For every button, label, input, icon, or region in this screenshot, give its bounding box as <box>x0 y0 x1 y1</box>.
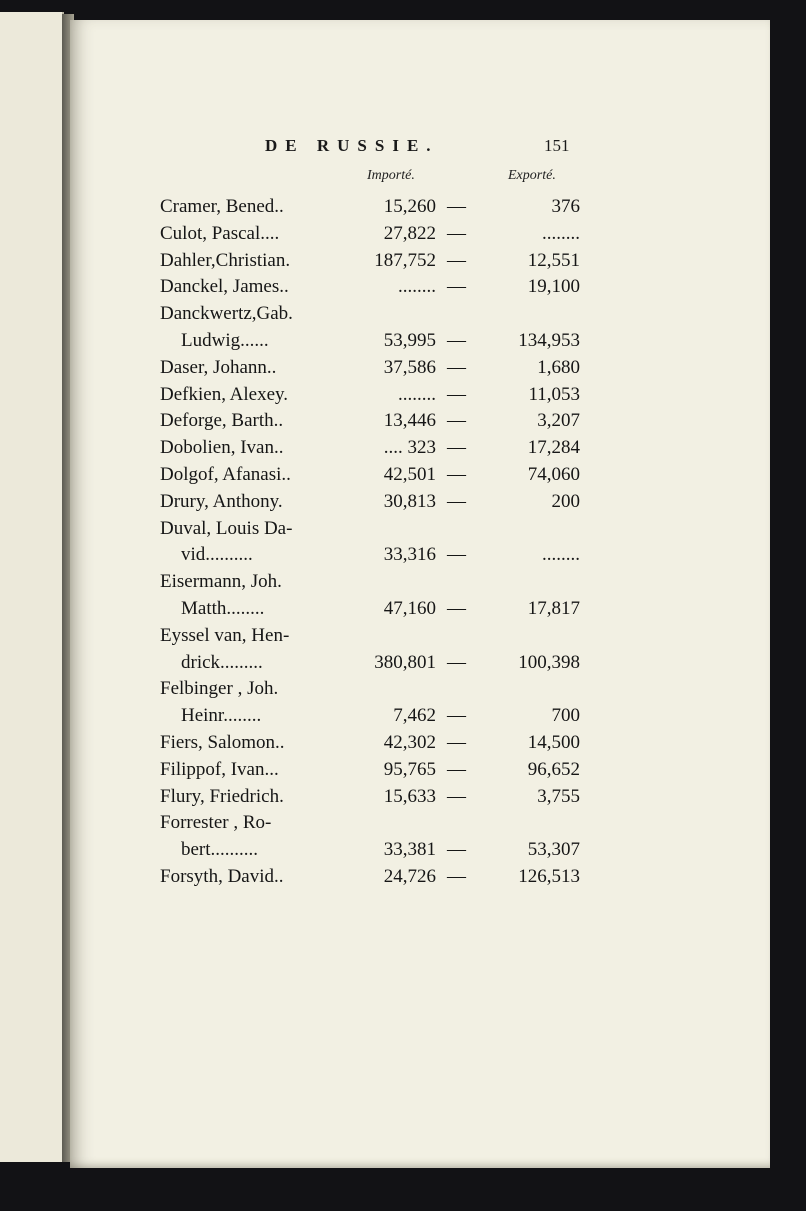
table-row <box>0 839 806 866</box>
table-row <box>0 491 806 518</box>
column-header-imported: Importé. <box>367 168 415 183</box>
merchant-name: Danckwertz,Gab. <box>160 303 293 325</box>
dash-separator: — <box>447 356 466 378</box>
exported-value: 100,398 <box>518 651 580 673</box>
table-row <box>0 732 806 759</box>
imported-value: 53,995 <box>383 329 436 351</box>
dash-separator: — <box>447 839 466 861</box>
table-row <box>0 759 806 786</box>
merchant-name: Forsyth, David.. <box>160 865 284 887</box>
dash-separator: — <box>447 597 466 619</box>
exported-value: 200 <box>551 490 580 512</box>
dash-separator: — <box>447 463 466 485</box>
imported-value: ........ <box>398 383 436 405</box>
table-row <box>0 652 806 679</box>
imported-value: 42,302 <box>383 731 436 753</box>
exported-value: 3,207 <box>537 410 580 432</box>
merchant-name: Dobolien, Ivan.. <box>160 437 284 459</box>
exported-value: 3,755 <box>537 785 580 807</box>
merchant-name: Eisermann, Joh. <box>160 571 282 593</box>
merchant-name: Eyssel van, Hen- <box>160 624 290 646</box>
running-header <box>0 136 806 160</box>
merchant-name: Daser, Johann.. <box>160 356 277 378</box>
dash-separator: — <box>447 383 466 405</box>
exported-value: 12,551 <box>527 249 580 271</box>
table-row <box>0 437 806 464</box>
table-row <box>0 544 806 571</box>
dash-separator: — <box>447 222 466 244</box>
dash-separator: — <box>447 731 466 753</box>
dash-separator: — <box>447 249 466 271</box>
imported-value: ........ <box>398 276 436 298</box>
merchant-name: Defkien, Alexey. <box>160 383 289 405</box>
table-row <box>0 518 806 545</box>
imported-value: 15,633 <box>383 785 436 807</box>
merchant-name: Flury, Friedrich. <box>160 785 284 807</box>
exported-value: 96,652 <box>527 758 580 780</box>
table-row <box>0 812 806 839</box>
imported-value: 33,381 <box>383 839 436 861</box>
exported-value: 14,500 <box>527 731 580 753</box>
table-row <box>0 678 806 705</box>
table-row <box>0 250 806 277</box>
dash-separator: — <box>447 651 466 673</box>
exported-value: 1,680 <box>537 356 580 378</box>
merchant-table <box>0 196 806 893</box>
merchant-name: Deforge, Barth.. <box>160 410 284 432</box>
table-row <box>0 866 806 893</box>
imported-value: 95,765 <box>383 758 436 780</box>
dash-separator: — <box>447 437 466 459</box>
imported-value: .... 323 <box>383 437 436 459</box>
table-row <box>0 357 806 384</box>
dash-separator: — <box>447 785 466 807</box>
merchant-name: Dahler,Christian. <box>160 249 291 271</box>
exported-value: 17,284 <box>527 437 580 459</box>
table-row <box>0 598 806 625</box>
dash-separator: — <box>447 865 466 887</box>
dash-separator: — <box>447 410 466 432</box>
merchant-name: Felbinger , Joh. <box>160 678 279 700</box>
exported-value: ........ <box>542 222 580 244</box>
dash-separator: — <box>447 490 466 512</box>
imported-value: 42,501 <box>383 463 436 485</box>
merchant-name: Dolgof, Afanasi.. <box>160 463 291 485</box>
dash-separator: — <box>447 705 466 727</box>
table-row <box>0 276 806 303</box>
dash-separator: — <box>447 544 466 566</box>
table-row <box>0 196 806 223</box>
merchant-name: Filippof, Ivan... <box>160 758 279 780</box>
table-row <box>0 625 806 652</box>
merchant-name: Ludwig...... <box>181 329 269 351</box>
page-number: 151 <box>544 136 570 155</box>
imported-value: 380,801 <box>374 651 436 673</box>
table-row <box>0 223 806 250</box>
table-row <box>0 330 806 357</box>
page-title: DE RUSSIE. <box>265 136 439 155</box>
exported-value: 376 <box>551 196 580 217</box>
merchant-name: Danckel, James.. <box>160 276 289 298</box>
exported-value: 19,100 <box>527 276 580 298</box>
dash-separator: — <box>447 196 466 217</box>
imported-value: 33,316 <box>383 544 436 566</box>
exported-value: 134,953 <box>518 329 580 351</box>
exported-value: 74,060 <box>527 463 580 485</box>
imported-value: 27,822 <box>383 222 436 244</box>
column-header-exported: Exporté. <box>508 168 556 183</box>
merchant-name: Culot, Pascal.... <box>160 222 280 244</box>
exported-value: 17,817 <box>527 597 580 619</box>
merchant-name: Duval, Louis Da- <box>160 517 293 539</box>
merchant-name: Heinr........ <box>181 705 262 727</box>
dash-separator: — <box>447 276 466 298</box>
table-row <box>0 303 806 330</box>
exported-value: 11,053 <box>528 383 580 405</box>
merchant-name: bert.......... <box>181 839 259 861</box>
merchant-name: Forrester , Ro- <box>160 812 272 834</box>
exported-value: 53,307 <box>527 839 580 861</box>
imported-value: 47,160 <box>383 597 436 619</box>
merchant-name: vid.......... <box>181 544 253 566</box>
table-row <box>0 410 806 437</box>
imported-value: 24,726 <box>383 865 436 887</box>
table-row <box>0 384 806 411</box>
table-row <box>0 705 806 732</box>
imported-value: 13,446 <box>383 410 436 432</box>
merchant-name: Drury, Anthony. <box>160 490 283 512</box>
table-row <box>0 571 806 598</box>
imported-value: 7,462 <box>393 705 436 727</box>
exported-value: 700 <box>551 705 580 727</box>
table-row <box>0 786 806 813</box>
merchant-name: Matth........ <box>181 597 265 619</box>
merchant-name: Cramer, Bened.. <box>160 196 284 217</box>
imported-value: 37,586 <box>383 356 436 378</box>
merchant-name: drick......... <box>181 651 263 673</box>
merchant-name: Fiers, Salomon.. <box>160 731 285 753</box>
exported-value: 126,513 <box>518 865 580 887</box>
dash-separator: — <box>447 758 466 780</box>
exported-value: ........ <box>542 544 580 566</box>
imported-value: 187,752 <box>374 249 436 271</box>
table-row <box>0 464 806 491</box>
dash-separator: — <box>447 329 466 351</box>
imported-value: 30,813 <box>383 490 436 512</box>
imported-value: 15,260 <box>383 196 436 217</box>
